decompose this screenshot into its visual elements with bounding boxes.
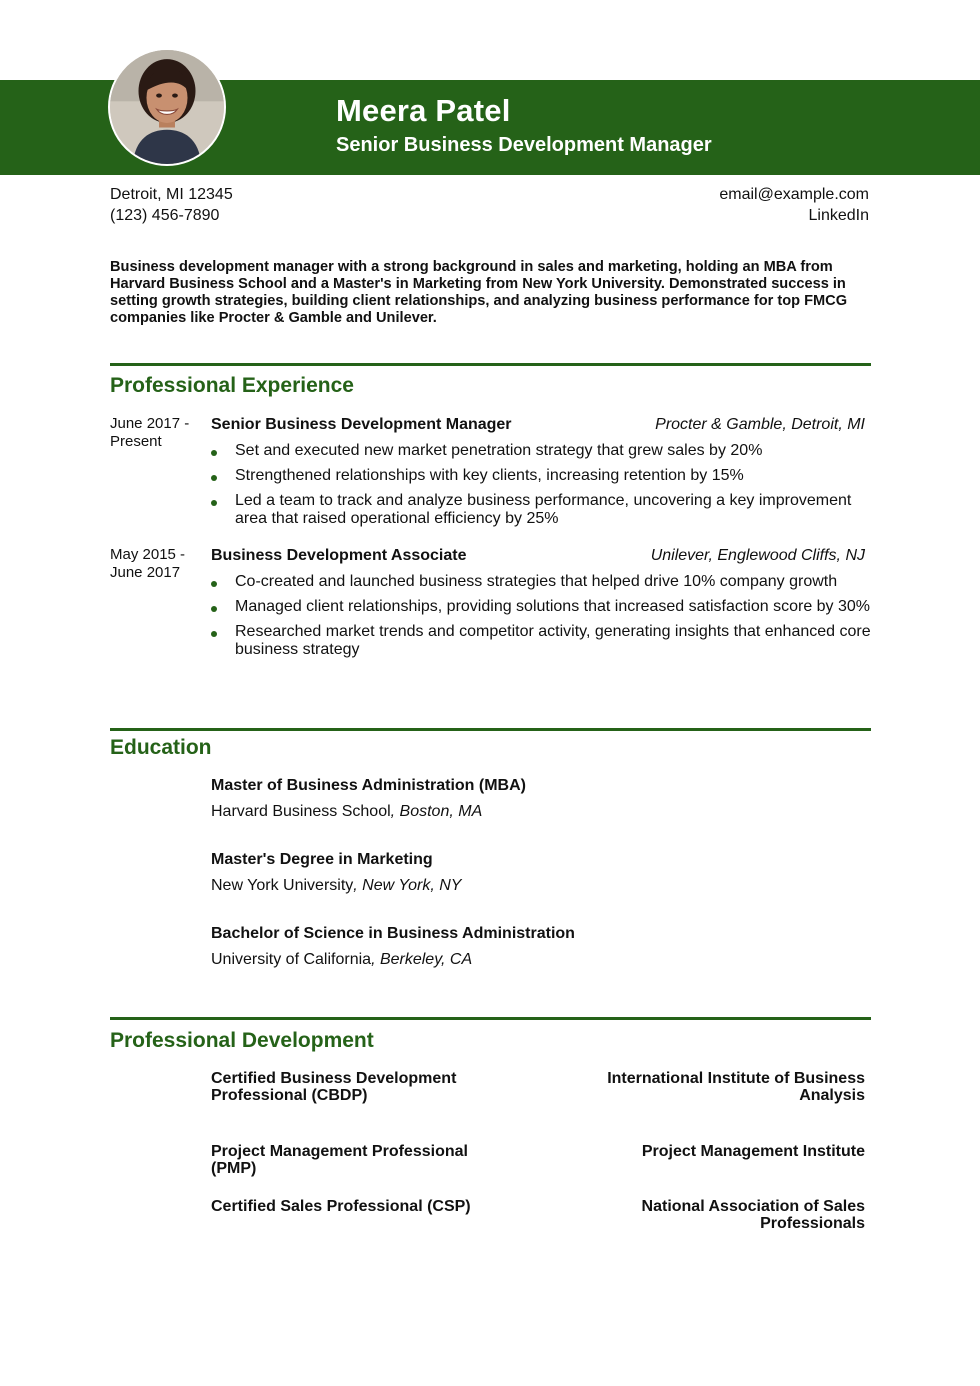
education-heading: Education — [110, 736, 212, 759]
certification-name: Certified Sales Professional (CSP) — [211, 1198, 471, 1215]
job-bullets — [211, 573, 871, 666]
bullet-text: Researched market trends and competitor activity, generating insights that enhanced core business strategy — [235, 623, 871, 658]
bullet-item — [211, 623, 871, 659]
degree-name: Master's Degree in Marketing — [211, 851, 433, 868]
experience-heading: Professional Experience — [110, 374, 354, 397]
school-name: Harvard Business School — [211, 803, 391, 820]
contact-left — [110, 184, 233, 226]
bullet-dot-icon — [211, 500, 217, 506]
bullet-dot-icon — [211, 475, 217, 481]
bullet-text: Led a team to track and analyze business performance, uncovering a key improvement area that raised operational efficiency by 25% — [235, 492, 852, 527]
bullet-item — [211, 598, 871, 616]
bullet-text: Managed client relationships, providing solutions that increased satisfaction score by 30% — [235, 598, 871, 615]
certification-name: Project Management Professional (PMP) — [211, 1143, 468, 1177]
bullet-item — [211, 573, 871, 591]
profile-photo-icon — [110, 50, 224, 164]
bullet-item — [211, 492, 871, 528]
address: Detroit, MI 12345 — [110, 186, 233, 203]
development-divider — [110, 1017, 871, 1020]
bullet-text: Co-created and launched business strategies that helped drive 10% company growth — [235, 573, 838, 590]
school-line — [211, 950, 575, 970]
candidate-name: Meera Patel — [336, 93, 511, 128]
bullet-item — [211, 442, 871, 460]
job-dates: May 2015 - June 2017 — [110, 546, 186, 581]
school-location: , New York, NY — [353, 877, 462, 894]
school-line — [211, 876, 461, 896]
job-company: Unilever, Englewood Cliffs, NJ — [650, 547, 865, 564]
school-location: , Berkeley, CA — [371, 951, 473, 968]
email-link[interactable]: email@example.com — [719, 186, 869, 203]
education-divider — [110, 728, 871, 731]
school-name: New York University — [211, 877, 354, 894]
school-name: University of California — [211, 951, 372, 968]
bullet-text: Strengthened relationships with key clients, increasing retention by 15% — [235, 467, 744, 484]
degree-name: Master of Business Administration (MBA) — [211, 777, 526, 794]
contact-right — [719, 184, 869, 226]
job-company: Procter & Gamble, Detroit, MI — [655, 416, 865, 433]
certification-name: Certified Business Development Professional (CBDP) — [211, 1070, 457, 1104]
degree-name: Bachelor of Science in Business Administration — [211, 925, 575, 942]
school-line — [211, 802, 526, 822]
education-entry — [211, 924, 575, 970]
candidate-title: Senior Business Development Manager — [336, 134, 712, 156]
job-role: Senior Business Development Manager — [211, 416, 512, 433]
certification-org: Project Management Institute — [641, 1143, 865, 1160]
school-location: , Boston, MA — [390, 803, 483, 820]
job-bullets — [211, 442, 871, 535]
education-entry — [211, 850, 461, 896]
bullet-dot-icon — [211, 631, 217, 637]
bullet-dot-icon — [211, 606, 217, 612]
professional-summary: Business development manager with a strong background in sales and marketing, holding an MBA from Harvard Business School and a Master's in Marketing from New York University. Demonstrated success in setting growth strategies, building client relationships, and analyzing business performance for top FMCG companies like Procter & Gamble and Unilever. — [110, 259, 848, 326]
certification-org: International Institute of Business Analysis — [607, 1070, 865, 1104]
phone: (123) 456-7890 — [110, 207, 220, 224]
job-role: Business Development Associate — [211, 547, 467, 564]
linkedin-link[interactable]: LinkedIn — [808, 207, 869, 224]
profile-photo — [108, 48, 226, 166]
education-entry — [211, 776, 526, 822]
job-dates: June 2017 - Present — [110, 415, 190, 450]
development-heading: Professional Development — [110, 1029, 374, 1052]
bullet-dot-icon — [211, 450, 217, 456]
bullet-dot-icon — [211, 581, 217, 587]
certification-org: National Association of Sales Professionals — [641, 1198, 865, 1232]
bullet-item — [211, 467, 871, 485]
experience-divider — [110, 363, 871, 366]
bullet-text: Set and executed new market penetration strategy that grew sales by 20% — [235, 442, 763, 459]
